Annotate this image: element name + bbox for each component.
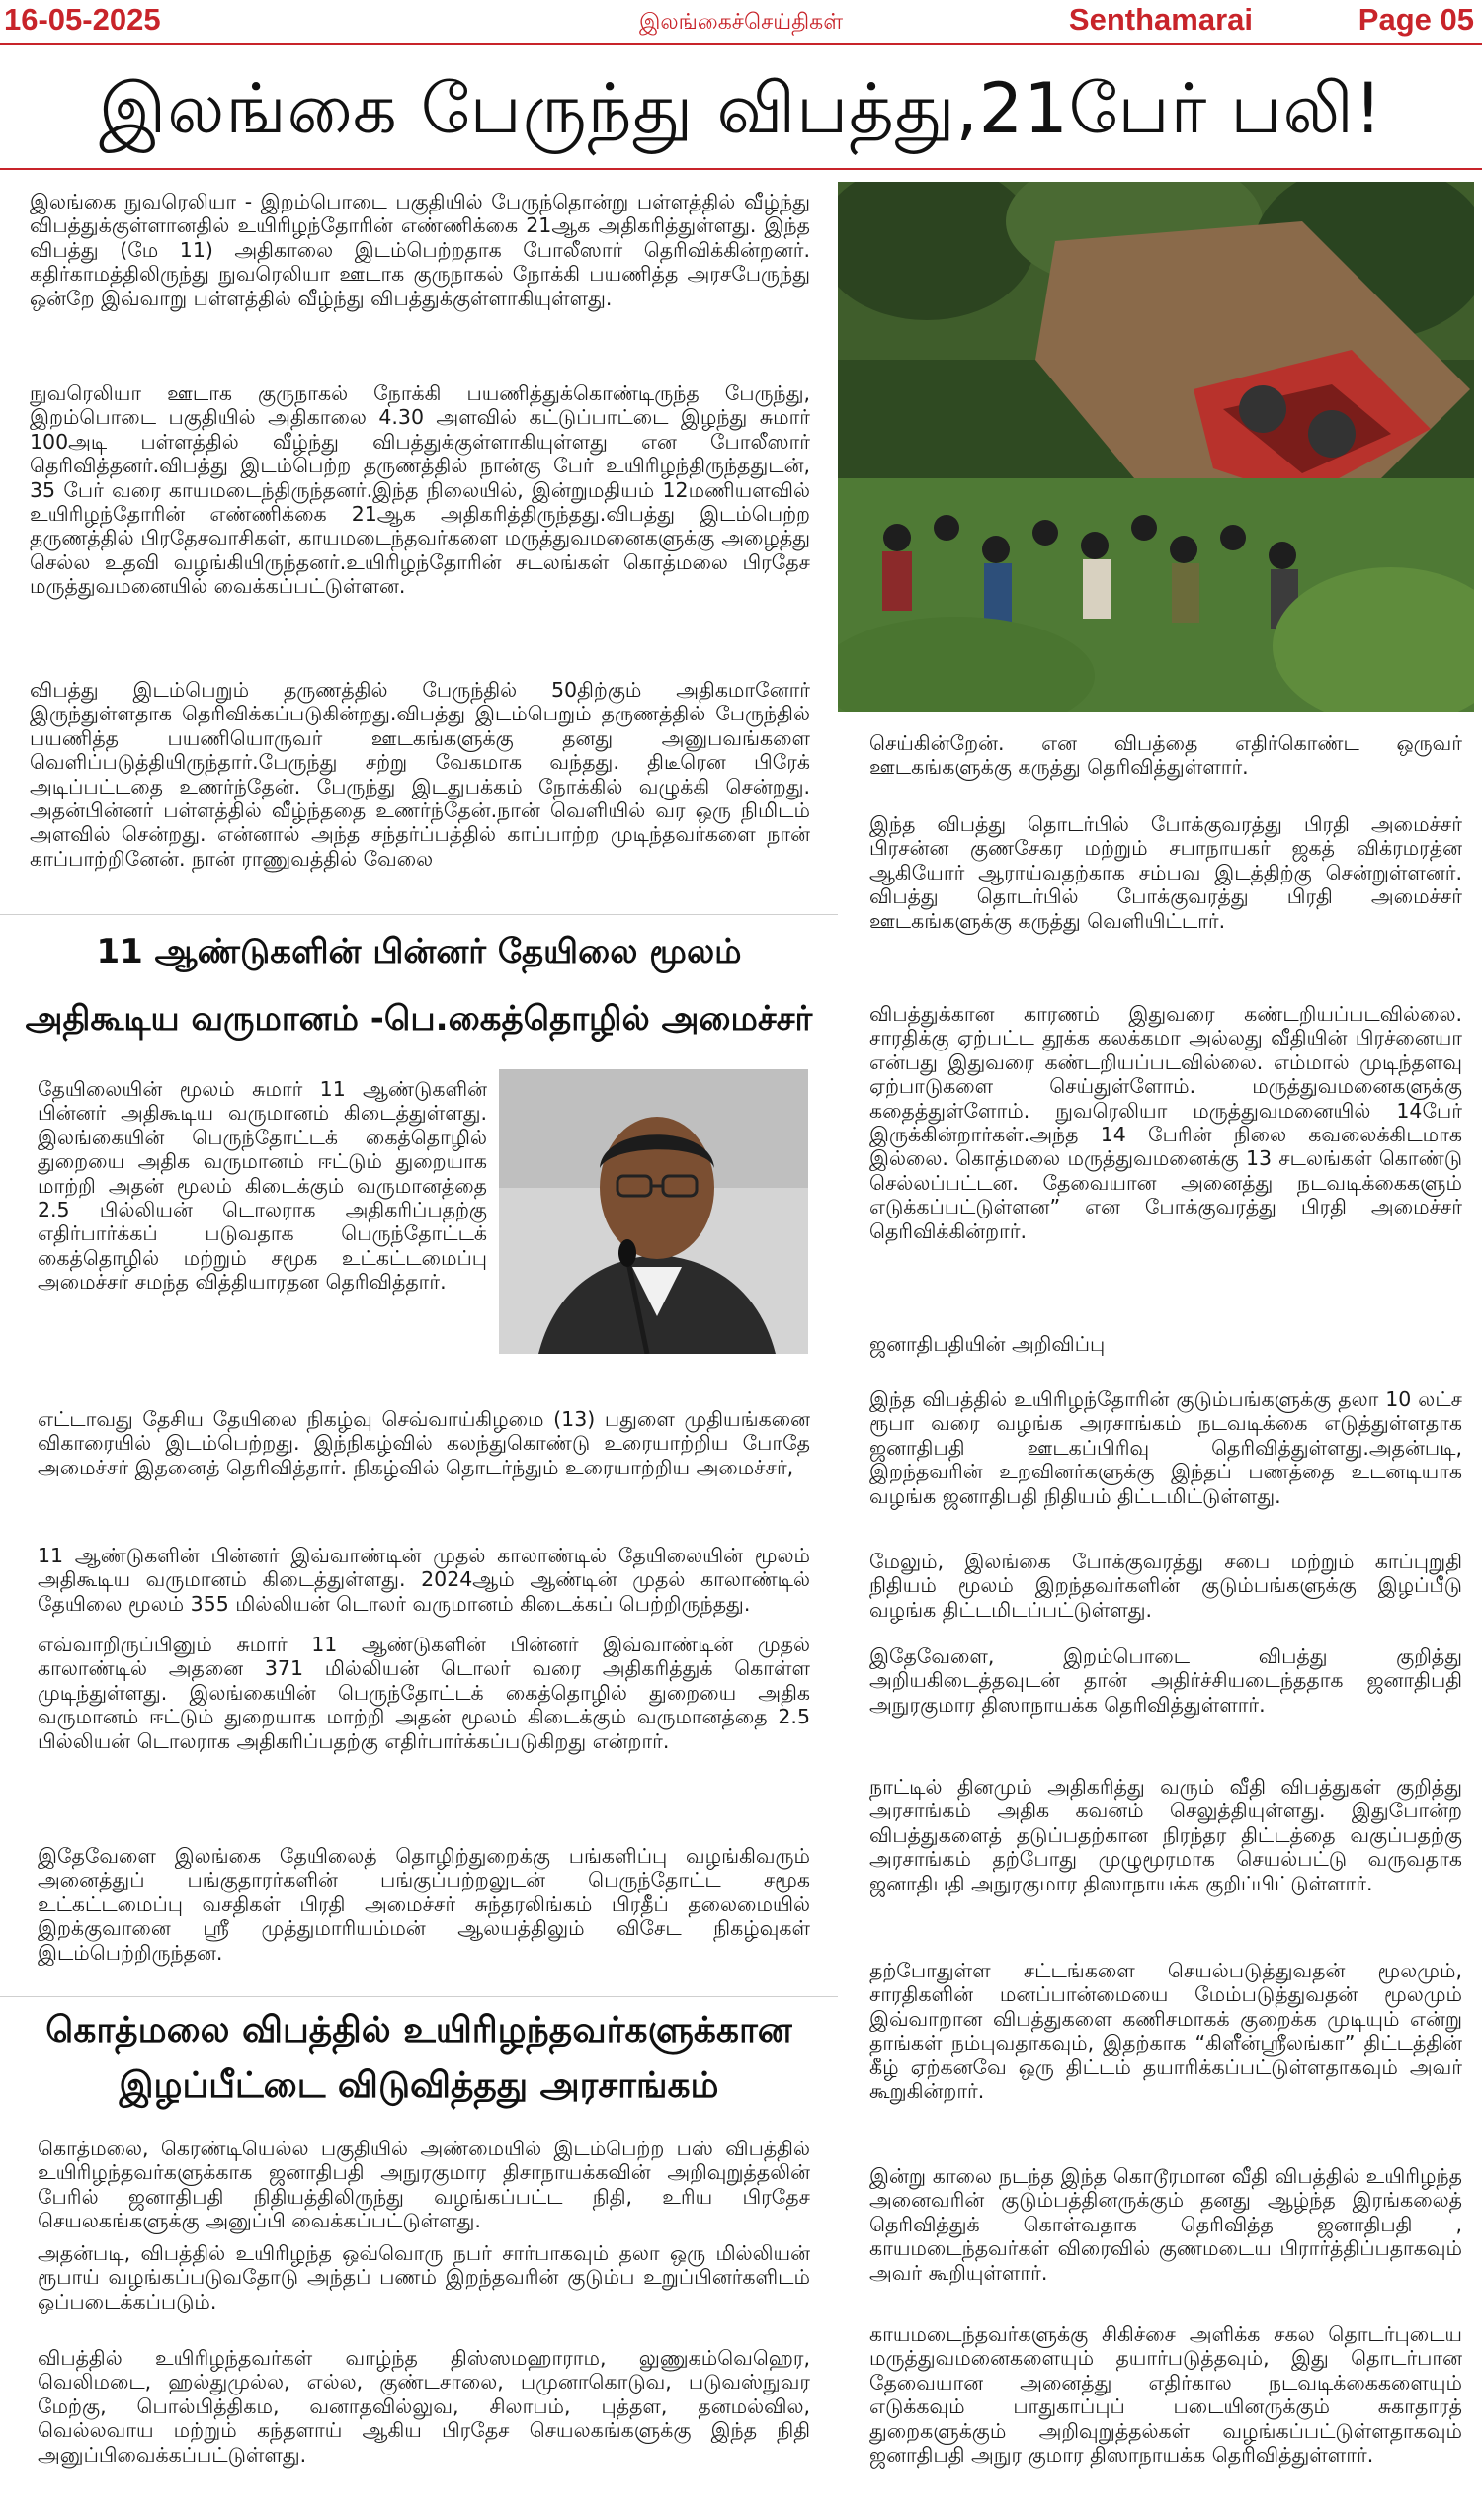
article3-title-line2: இழப்பீட்டை விடுவித்தது அரசாங்கம்	[119, 2065, 719, 2106]
article2-paragraph-1: தேயிலையின் மூலம் சுமார் 11 ஆண்டுகளின் பின்னர் அதிகூடிய வருமானம் கிடைத்துள்ளது. இலங்கையின் பெருந்தோட்டக் கைத்தொழில் துறையை அதிக வருமானம் ஈட்டும் துறையாக மாற்றி அதன் மூலம் கிடைக்கும் வருமானத்தை 2.5 பில்லியன் டொலராக அதிகரிப்பதற்கு எதிர்பார்க்கப் படுவதாக பெருந்தோட்டக் கைத்தொழில் மற்றும் சமூக உட்கட்டமைப்பு அமைச்சர் சமந்த வித்தியாரதன தெரிவித்தார்.	[38, 1077, 487, 1295]
newspaper-name: Senthamarai	[1068, 2, 1253, 37]
separator-2	[0, 1996, 838, 1997]
article2-paragraph-2: எட்டாவது தேசிய தேயிலை நிகழ்வு செவ்வாய்கிழமை (13) பதுளை முதியங்கனை விகாரையில் இடம்பெற்றது. இந்நிகழ்வில் கலந்துகொண்டு உரையாற்றிய போதே அமைச்சர் இதனைத் தெரிவித்தார். நிகழ்வில் தொடர்ந்தும் உரையாற்றிய அமைச்சர்,	[38, 1407, 810, 1479]
right-paragraph-10: காயமடைந்தவர்களுக்கு சிகிச்சை அளிக்க சகல தொடர்புடைய மருத்துவமனைகளையும் தயார்படுத்தவும், இது தொடர்பான தேவையான அனைத்து எதிர்கால நடவடிக்கைகளையும் எடுக்கவும் பாதுகாப்புப் படையினருக்கும் சுகாதாரத் துறைகளுக்கும் அறிவுறுத்தல்கள் வழங்கப்பட்டுள்ளதாகவும் ஜனாதிபதி அநுர குமார திஸாநாயக்க தெரிவித்துள்ளார்.	[869, 2322, 1462, 2468]
issue-date: 16-05-2025	[4, 2, 161, 37]
article2-paragraph-4: எவ்வாறிருப்பினும் சுமார் 11 ஆண்டுகளின் பின்னர் இவ்வாண்டின் முதல் காலாண்டில் அதனை 371 மில்லியன் டொலர் வரை அதிகரித்துக் கொள்ள முடிந்துள்ளது. இலங்கையின் பெருந்தோட்டக் கைத்தொழில் துறையை அதிக வருமானம் ஈட்டும் துறையாக மாற்றி அதன் மூலம் கிடைக்கும் வருமானத்தை 2.5 பில்லியன் டொலராக அதிகரிப்பதற்கு எதிர்பார்க்கப்படுகிறது என்றார்.	[38, 1633, 810, 1753]
page-number: Page 05	[1358, 2, 1474, 37]
bus-crash-photo	[838, 182, 1474, 712]
right-paragraph-3: விபத்துக்கான காரணம் இதுவரை கண்டறியப்படவில்லை. சாரதிக்கு ஏற்பட்ட தூக்க கலக்கமா அல்லது வீதியின் பிரச்னையா என்பது இதுவரை கண்டறியப்படவில்லை. எம்மால் முடிந்தளவு ஏற்பாடுகளை செய்துள்ளோம். மருத்துவமனைகளுக்கு கதைத்துள்ளோம். நுவரெலியா மருத்துவமனையில் 14பேர் இருக்கின்றார்கள்.அந்த 14 பேரின் நிலை கவலைக்கிடமாக இல்லை. கொத்மலை மருத்துவமனைக்கு 13 சடலங்கள் கொண்டு செல்லப்பட்டன. தேவையான அனைத்து நடவடிக்கைகளும் எடுக்கப்பட்டுள்ளன” என போக்குவரத்து பிரதி அமைச்சர் தெரிவிக்கின்றார்.	[869, 1002, 1462, 1243]
right-paragraph-8: தற்போதுள்ள சட்டங்களை செயல்படுத்துவதன் மூலமும், சாரதிகளின் மனப்பான்மையை மேம்படுத்துவதன் மூலமும் இவ்வாறான விபத்துகளை கணிசமாகக் குறைக்க முடியும் என்று தாங்கள் நம்புவதாகவும், இதற்காக “கிளீன்ஸ்ரீலங்கா” திட்டத்தின் கீழ் ஏற்கனவே ஒரு திட்டம் தயாரிக்கப்பட்டுள்ளதாகவும் அவர் கூறுகின்றார்.	[869, 1959, 1462, 2104]
article2-paragraph-5: இதேவேளை இலங்கை தேயிலைத் தொழிற்துறைக்கு பங்களிப்பு வழங்கிவரும் அனைத்துப் பங்குதாரர்களின் பங்குப்பற்றலுடன் பெருந்தோட்ட சமூக உட்கட்டமைப்பு வசதிகள் பிரதி அமைச்சர் சுந்தரலிங்கம் பிரதீப் தலைமையில் இறக்குவானை ஸ்ரீ முத்துமாரியம்மன் ஆலயத்திலும் விசேட நிகழ்வுகள் இடம்பெற்றிருந்தன.	[38, 1844, 810, 1965]
minister-portrait	[499, 1069, 808, 1354]
bus-crash-illustration	[838, 182, 1474, 712]
right-paragraph-5: மேலும், இலங்கை போக்குவரத்து சபை மற்றும் காப்புறுதி நிதியம் மூலம் இறந்தவர்களின் குடும்பங்களுக்கு இழப்பீடு வழங்க திட்டமிடப்பட்டுள்ளது.	[869, 1550, 1462, 1622]
minister-illustration	[499, 1069, 808, 1354]
header-rule-top	[0, 43, 1482, 45]
main-headline: இலங்கை பேருந்து விபத்து,21பேர் பலி!	[99, 68, 1383, 149]
article2-paragraph-3: 11 ஆண்டுகளின் பின்னர் இவ்வாண்டின் முதல் காலாண்டில் தேயிலையின் மூலம் அதிகூடிய வருமானம் கிடைத்துள்ளது. 2024ஆம் ஆண்டின் முதல் காலாண்டில் தேயிலை மூலம் 355 மில்லியன் டொலர் வருமானம் கிடைக்கப் பெற்றிருந்தது.	[38, 1544, 810, 1616]
article3-title-line1: கொத்மலை விபத்தில் உயிரிழந்தவர்களுக்கான	[45, 2010, 792, 2051]
section-title: இலங்கைச்செய்திகள்	[638, 10, 844, 35]
article3-paragraph-2: அதன்படி, விபத்தில் உயிரிழந்த ஒவ்வொரு நபர் சார்பாகவும் தலா ஒரு மில்லியன் ரூபாய் வழங்கப்படுவதோடு அந்தப் பணம் இறந்தவரின் குடும்ப உறுப்பினர்களிடம் ஒப்படைக்கப்படும்.	[38, 2241, 810, 2313]
article1-paragraph-3: விபத்து இடம்பெறும் தருணத்தில் பேருந்தில் 50திற்கும் அதிகமானோர் இருந்துள்ளதாக தெரிவிக்கப்படுகின்றது.விபத்து இடம்பெறும் தருணத்தில் பேருந்தில் பயணித்த பயணியொருவர் ஊடகங்களுக்கு தனது அனுபவங்களை வெளிப்படுத்தியிருந்தார்.பேருந்து சற்று வேகமாக வந்தது. திடீரென பிரேக் அடிப்பட்டதை உணர்ந்தேன். பேருந்து இடதுபக்கம் நோக்கில் வழுக்கி சென்றது. அதன்பின்னர் பள்ளத்தில் வீழ்ந்ததை உணர்ந்தேன்.நான் வெளியில் வர ஒரு நிமிடம் அளவில் சென்றது. என்னால் அந்த சந்தர்ப்பத்தில் காப்பாற்ற முடிந்தவர்களை நான் காப்பாற்றினேன். நான் ராணுவத்தில் வேலை	[30, 678, 810, 871]
right-subheading: ஜனாதிபதியின் அறிவிப்பு	[869, 1332, 1106, 1356]
separator-1	[0, 914, 838, 915]
article1-paragraph-1: இலங்கை நுவரெலியா - இறம்பொடை பகுதியில் பேருந்தொன்று பள்ளத்தில் வீழ்ந்து விபத்துக்குள்ளானதில் உயிரிழந்தோரின் எண்ணிக்கை 21ஆக அதிகரித்துள்ளது. இந்த விபத்து (மே 11) அதிகாலை இடம்பெற்றதாக போலீஸார் தெரிவிக்கின்றனர். கதிர்காமத்திலிருந்து நுவரெலியா ஊடாக குருநாகல் நோக்கி பயணித்த அரசபேருந்து ஒன்றே இவ்வாறு பள்ளத்தில் வீழ்ந்து விபத்துக்குள்ளாகியுள்ளது.	[30, 190, 810, 310]
article1-paragraph-2: நுவரெலியா ஊடாக குருநாகல் நோக்கி பயணித்துக்கொண்டிருந்த பேருந்து, இறம்பொடை பகுதியில் அதிகாலை 4.30 அளவில் கட்டுப்பாட்டை இழந்து சுமார் 100அடி பள்ளத்தில் வீழ்ந்து விபத்துக்குள்ளாகியுள்ளது என போலீஸார் தெரிவித்தனர்.விபத்து இடம்பெற்ற தருணத்தில் நான்கு பேர் உயிரிழந்திருந்ததுடன், 35 பேர் வரை காயமடைந்திருந்தனர்.இந்த நிலையில், இன்றுமதியம் 12மணியளவில் உயிரிழந்தோரின் எண்ணிக்கை 21ஆக அதிகரித்திருந்தது.விபத்து இடம்பெற்ற தருணத்தில் பிரதேசவாசிகள், காயமடைந்தவர்களை மருத்துவமனைகளுக்கு அழைத்து செல்ல உதவி வழங்கியிருந்தனர்.உயிரிழந்தோரின் சடலங்கள் கொத்மலை பிரதேச மருத்துவமனையில் வைக்கப்பட்டுள்ளன.	[30, 381, 810, 599]
article2-title-line1: 11 ஆண்டுகளின் பின்னர் தேயிலை மூலம்	[96, 932, 742, 971]
article2-title-line2: அதிகூடிய வருமானம் -பெ.கைத்தொழில் அமைச்சர்	[25, 999, 813, 1039]
right-paragraph-4: இந்த விபத்தில் உயிரிழந்தோரின் குடும்பங்களுக்கு தலா 10 லட்ச ரூபா வரை வழங்க அரசாங்கம் நடவடிக்கை எடுத்துள்ளதாக ஜனாதிபதி ஊடகப்பிரிவு தெரிவித்துள்ளது.அதன்படி, இறந்தவரின் உறவினர்களுக்கு இந்தப் பணத்தை உடனடியாக வழங்க ஜனாதிபதி நிதியம் திட்டமிட்டுள்ளது.	[869, 1387, 1462, 1508]
page-header	[0, 0, 1482, 43]
right-paragraph-2: இந்த விபத்து தொடர்பில் போக்குவரத்து பிரதி அமைச்சர் பிரசன்ன குணசேகர மற்றும் சபாநாயகர் ஜகத் விக்ரமரத்ன ஆகியோர் ஆராய்வதற்காக சம்பவ இடத்திற்கு சென்றுள்ளனர். விபத்து தொடர்பில் போக்குவரத்து பிரதி அமைச்சர் ஊடகங்களுக்கு கருத்து வெளியிட்டார்.	[869, 812, 1462, 933]
right-paragraph-7: நாட்டில் தினமும் அதிகரித்து வரும் வீதி விபத்துகள் குறித்து அரசாங்கம் அதிக கவனம் செலுத்தியுள்ளது. இதுபோன்ற விபத்துகளைத் தடுப்பதற்கான நிரந்தர திட்டத்தை வகுப்பதற்கு அரசாங்கம் தற்போது முழுமூரமாக செயல்பட்டு வருவதாக ஜனாதிபதி அநுரகுமார திஸாநாயக்க குறிப்பிட்டுள்ளார்.	[869, 1775, 1462, 1895]
header-rule-bottom	[0, 168, 1482, 170]
right-paragraph-9: இன்று காலை நடந்த இந்த கொடூரமான வீதி விபத்தில் உயிரிழந்த அனைவரின் குடும்பத்தினருக்கும் தனது ஆழ்ந்த இரங்கலைத் தெரிவித்துக் கொள்வதாக தெரிவித்த ஜனாதிபதி , காயமடைந்தவர்கள் விரைவில் குணமடைய பிரார்த்திப்பதாகவும் அவர் கூறியுள்ளார்.	[869, 2164, 1462, 2285]
right-paragraph-6: இதேவேளை, இறம்பொடை விபத்து குறித்து அறியகிடைத்தவுடன் தான் அதிர்ச்சியடைந்ததாக ஜனாதிபதி அநுரகுமார திஸாநாயக்க தெரிவித்துள்ளார்.	[869, 1644, 1462, 1717]
article3-paragraph-3: விபத்தில் உயிரிழந்தவர்கள் வாழ்ந்த திஸ்ஸமஹாராம, லுணுகம்வெஹெர, வெலிமடை, ஹல்துமுல்ல, எல்ல, குண்டசாலை, பமுனாகொடுவ, படுவஸ்நுவர மேற்கு, பொல்பித்திகம, வனாதவில்லுவ, சிலாபம், புத்தள, தனமல்வில, வெல்லவாய மற்றும் கந்தளாய் ஆகிய பிரதேச செயலகங்களுக்கு இந்த நிதி அனுப்பிவைக்கப்பட்டுள்ளது.	[38, 2346, 810, 2467]
article3-paragraph-1: கொத்மலை, கெரண்டியெல்ல பகுதியில் அண்மையில் இடம்பெற்ற பஸ் விபத்தில் உயிரிழந்தவர்களுக்காக ஜனாதிபதி அநுரகுமார திசாநாயக்கவின் அறிவுறுத்தலின் பேரில் ஜனாதிபதி நிதியத்திலிருந்து வழங்கப்பட்ட நிதி, உரிய பிரதேச செயலகங்களுக்கு அனுப்பி வைக்கப்பட்டுள்ளது.	[38, 2137, 810, 2233]
right-paragraph-1: செய்கின்றேன். என விபத்தை எதிர்கொண்ட ஒருவர் ஊடகங்களுக்கு கருத்து தெரிவித்துள்ளார்.	[869, 731, 1462, 780]
